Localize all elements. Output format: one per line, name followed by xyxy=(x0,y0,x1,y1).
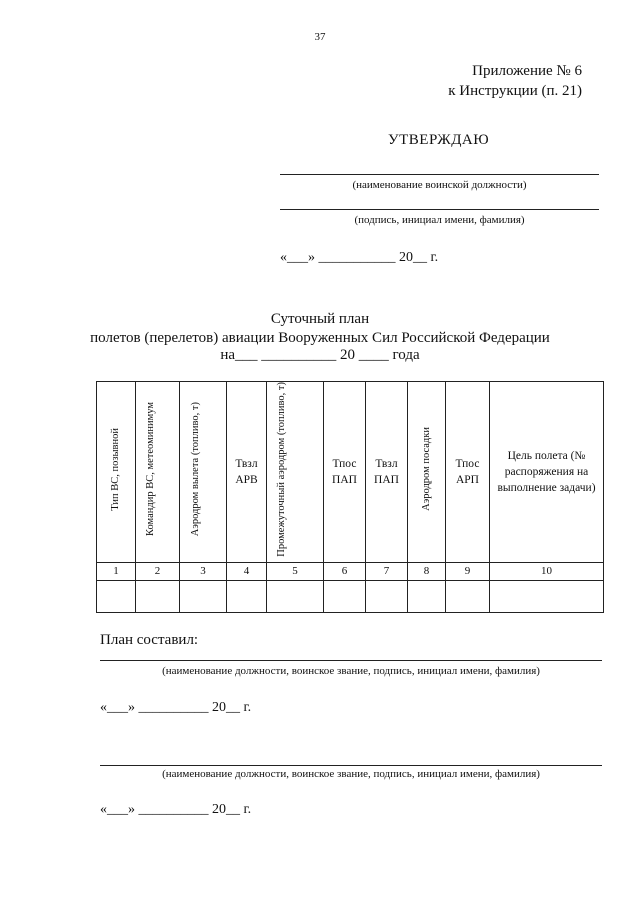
column-header: Твзл ПАП xyxy=(366,382,408,563)
column-number: 3 xyxy=(180,562,227,580)
appendix-line-1: Приложение № 6 xyxy=(472,63,582,79)
column-header: Аэродром посадки xyxy=(408,382,446,563)
table-cell xyxy=(324,580,366,612)
approval-date: «___» ___________ 20__ г. xyxy=(280,250,439,265)
compiler-caption: (наименование должности, воинское звание, подпись, инициал имени, фамилия) xyxy=(162,665,540,677)
column-number: 10 xyxy=(490,562,604,580)
appendix-line-2: к Инструкции (п. 21) xyxy=(448,83,582,99)
table-cell xyxy=(408,580,446,612)
second-caption: (наименование должности, воинское звание, подпись, инициал имени, фамилия) xyxy=(162,768,540,780)
column-header: Тип ВС, позывной xyxy=(97,382,136,563)
column-number: 2 xyxy=(136,562,180,580)
table-cell xyxy=(446,580,490,612)
document-date-line: на___ __________ 20 ____ года xyxy=(220,347,420,363)
approval-title: УТВЕРЖДАЮ xyxy=(388,132,490,148)
position-caption: (наименование воинской должности) xyxy=(352,179,527,191)
signature-caption: (подпись, инициал имени, фамилия) xyxy=(354,214,525,226)
table-cell xyxy=(490,580,604,612)
column-header: Цель полета (№ распоряжения на выполнение задачи) xyxy=(490,382,604,563)
position-signature-line xyxy=(280,174,599,175)
column-number: 9 xyxy=(446,562,490,580)
compiler-date: «___» __________ 20__ г. xyxy=(100,700,252,715)
column-header: Промежуточный аэродром (топливо, т) xyxy=(267,382,324,563)
document-subtitle: полетов (перелетов) авиации Вооруженных Сил Российской Федерации xyxy=(90,330,550,346)
table-header-row xyxy=(97,382,604,563)
table-cell xyxy=(136,580,180,612)
column-number: 1 xyxy=(97,562,136,580)
signature-line xyxy=(280,209,599,210)
table-cell xyxy=(227,580,267,612)
column-header: Тпос ПАП xyxy=(324,382,366,563)
column-number: 4 xyxy=(227,562,267,580)
compiled-by-label: План составил: xyxy=(100,632,199,648)
table-cell xyxy=(267,580,324,612)
flight-plan-table xyxy=(96,381,604,613)
column-number: 7 xyxy=(366,562,408,580)
page-number: 37 xyxy=(314,31,326,43)
table-row xyxy=(97,580,604,612)
column-header: Твзл АРВ xyxy=(227,382,267,563)
column-header: Аэродром вылета (топливо, т) xyxy=(180,382,227,563)
column-number: 8 xyxy=(408,562,446,580)
column-number: 6 xyxy=(324,562,366,580)
column-number-row xyxy=(97,562,604,580)
column-header: Командир ВС, метеоминимум xyxy=(136,382,180,563)
table-cell xyxy=(180,580,227,612)
table-cell xyxy=(366,580,408,612)
document-title: Суточный план xyxy=(270,311,370,327)
table-cell xyxy=(97,580,136,612)
column-header: Тпос АРП xyxy=(446,382,490,563)
compiler-signature-line xyxy=(100,660,602,661)
second-date: «___» __________ 20__ г. xyxy=(100,802,252,817)
appendix-header xyxy=(448,61,582,101)
column-number: 5 xyxy=(267,562,324,580)
second-signature-line xyxy=(100,765,602,766)
